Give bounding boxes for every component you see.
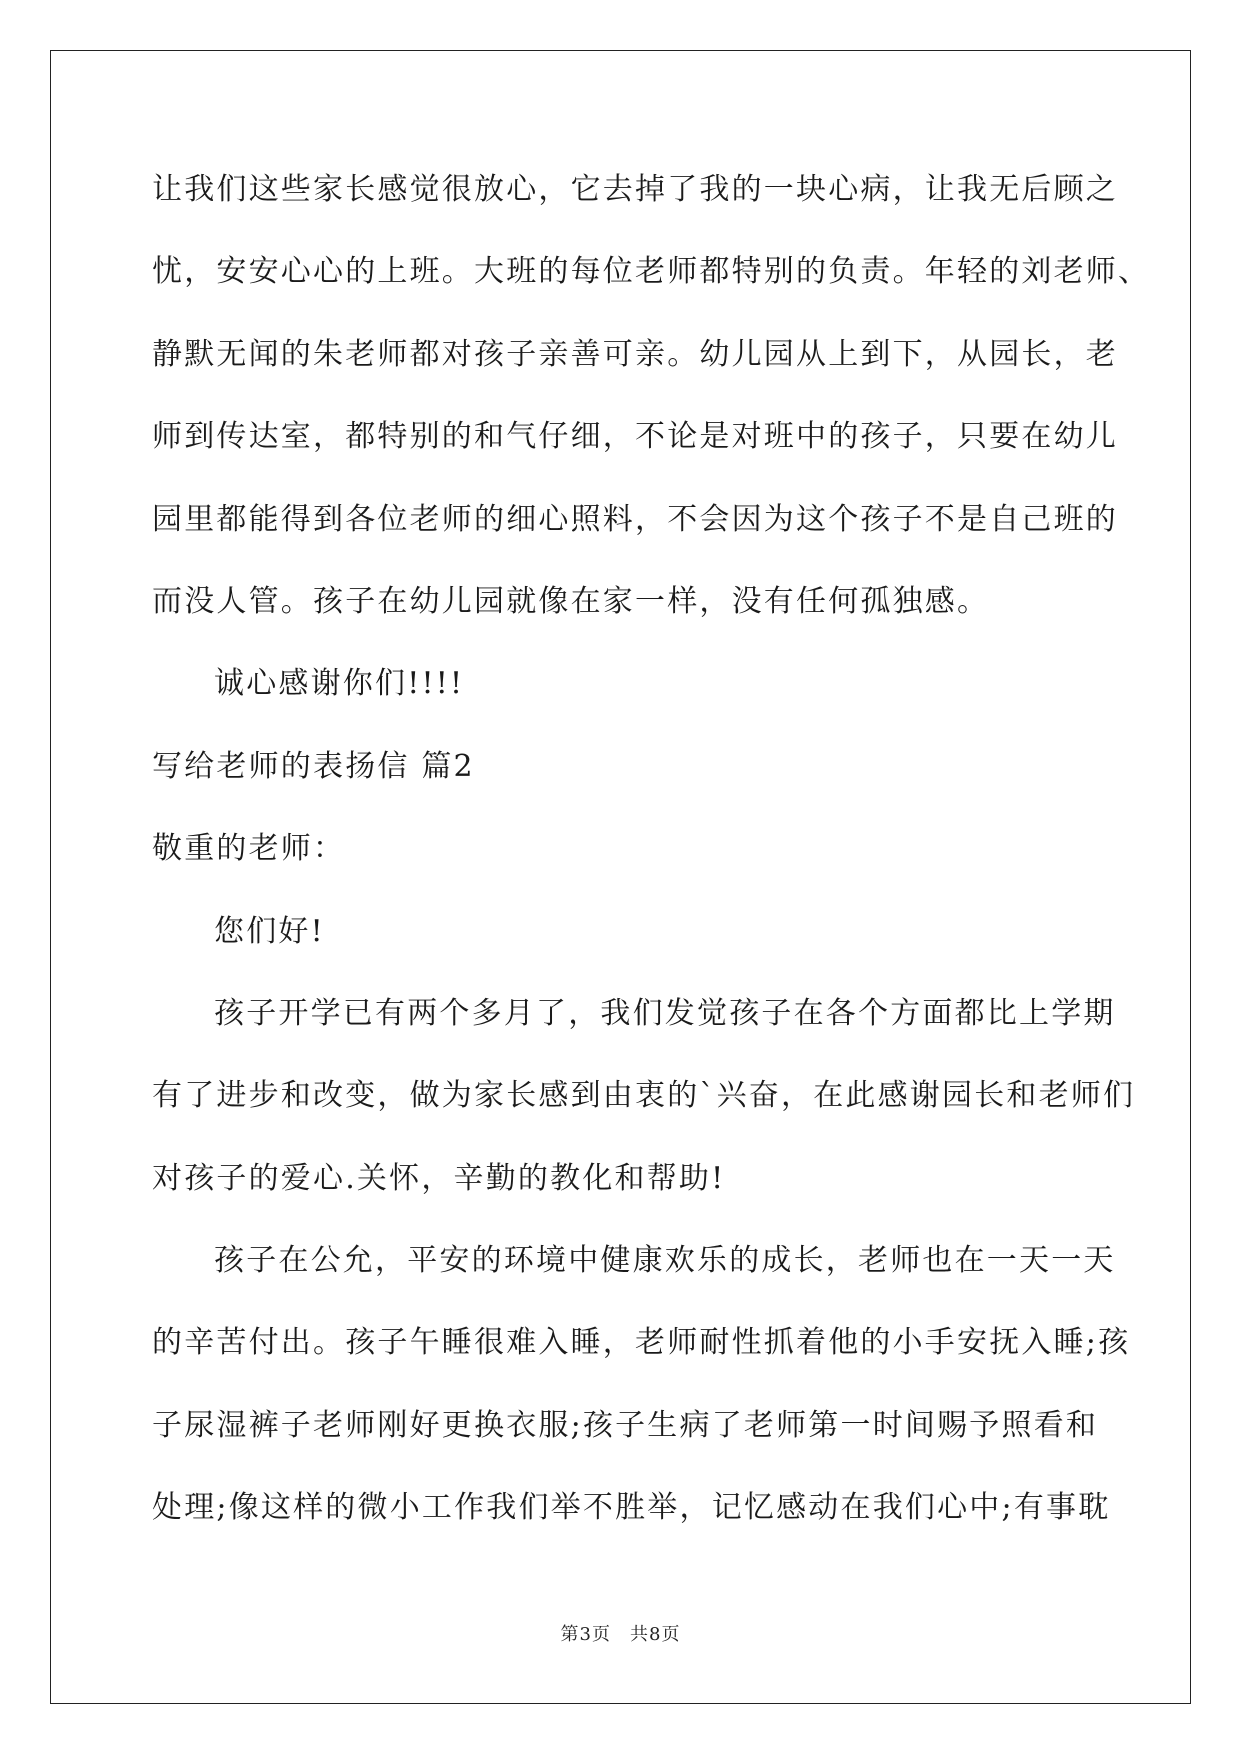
text-line-15: 的辛苦付出。孩子午睡很难入睡，老师耐性抓着他的小手安抚入睡;孩 <box>152 1325 1131 1361</box>
text-line-1: 让我们这些家长感觉很放心，它去掉了我的一块心病，让我无后顾之 <box>152 172 1118 207</box>
section-heading: 写给老师的表扬信 篇2 <box>152 748 475 784</box>
text-line-17: 处理;像这样的微小工作我们举不胜举，记忆感动在我们心中;有事耽 <box>152 1490 1111 1526</box>
salutation: 敬重的老师： <box>152 831 346 867</box>
text-line-6: 而没人管。孩子在幼儿园就像在家一样，没有任何孤独感。 <box>152 583 990 619</box>
text-line-14: 孩子在公允，平安的环境中健康欢乐的成长，老师也在一天一天 <box>214 1243 1116 1279</box>
text-line-5: 园里都能得到各位老师的细心照料，不会因为这个孩子不是自己班的 <box>152 501 1118 537</box>
text-line-11: 孩子开学已有两个多月了，我们发觉孩子在各个方面都比上学期 <box>214 995 1116 1031</box>
text-line-7: 诚心感谢你们!!!! <box>214 666 465 702</box>
document-body <box>152 160 1151 1561</box>
page-number: 第3页 共8页 <box>560 1624 681 1645</box>
greeting: 您们好! <box>214 913 325 949</box>
text-line-16: 子尿湿裤子老师刚好更换衣服;孩子生病了老师第一时间赐予照看和 <box>152 1407 1099 1443</box>
text-line-4: 师到传达室，都特别的和气仔细，不论是对班中的孩子，只要在幼儿 <box>152 419 1118 455</box>
text-line-13: 对孩子的爱心.关怀，辛勤的教化和帮助! <box>152 1160 726 1196</box>
text-line-2: 忧，安安心心的上班。大班的每位老师都特别的负责。年轻的刘老师、 <box>152 254 1151 290</box>
text-line-3: 静默无闻的朱老师都对孩子亲善可亲。幼儿园从上到下，从园长，老 <box>152 336 1118 372</box>
text-line-12: 有了进步和改变，做为家长感到由衷的`兴奋，在此感谢园长和老师们 <box>152 1078 1136 1114</box>
